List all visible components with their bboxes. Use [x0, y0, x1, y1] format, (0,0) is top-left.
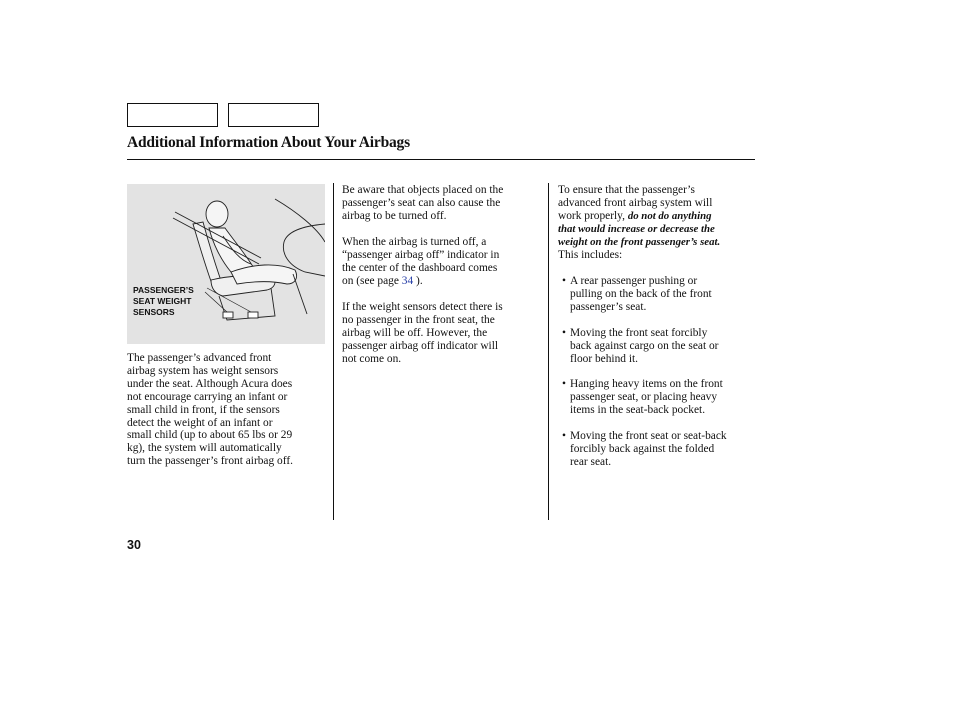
text-line: If the weight sensors detect there is: [342, 301, 503, 313]
text-line: Be aware that objects placed on the: [342, 184, 504, 196]
caption-line: SENSORS: [133, 307, 175, 317]
bullet-marker: •: [562, 327, 566, 339]
text-line: detect the weight of an infant or: [127, 416, 273, 429]
title-divider: [127, 159, 755, 160]
col1-paragraph: [127, 352, 293, 468]
bullet-marker: •: [562, 378, 566, 390]
text-line: airbag to be turned off.: [342, 209, 447, 222]
seat-sensor-figure: [127, 184, 325, 344]
figure-caption: [133, 285, 194, 318]
text-line: Moving the front seat forcibly: [570, 327, 708, 339]
text-line: back against cargo on the seat or: [570, 339, 719, 352]
text-line: To ensure that the passenger’s: [558, 184, 695, 196]
text-line: pulling on the back of the front: [570, 287, 712, 300]
text-line: passenger seat, or placing heavy: [570, 390, 718, 403]
col3-intro: [558, 184, 720, 261]
text-line: not come on.: [342, 352, 402, 365]
text-line: “passenger airbag off” indicator in: [342, 248, 500, 261]
col2-paragraph-1: [342, 184, 503, 223]
seat-sensor-illustration: [127, 184, 325, 344]
text-line: the center of the dashboard comes: [342, 261, 498, 274]
text-line: small child (up to about 65 lbs or 29: [127, 429, 293, 442]
warning-emphasis: do not do anything: [627, 209, 712, 222]
text-line: advanced front airbag system will: [558, 196, 713, 209]
text-fragment: ).: [413, 274, 423, 287]
text-line: When the airbag is turned off, a: [342, 236, 487, 248]
text-line: Moving the front seat or seat-back: [570, 430, 727, 442]
col2-paragraph-2: [342, 236, 499, 288]
text-line: This includes:: [558, 248, 623, 261]
text-line: A rear passenger pushing or: [570, 275, 698, 287]
page-link-34[interactable]: 34: [401, 274, 414, 287]
text-line: not encourage carrying an infant or: [127, 390, 288, 403]
text-line: items in the seat-back pocket.: [570, 403, 706, 416]
nav-tab-box-2[interactable]: [228, 103, 319, 127]
text-fragment: work properly,: [558, 209, 628, 222]
caption-line: SEAT WEIGHT: [133, 296, 192, 306]
text-line: floor behind it.: [570, 352, 639, 365]
text-line: no passenger in the front seat, the: [342, 313, 495, 326]
text-line: [342, 275, 499, 288]
text-line: airbag system has weight sensors: [127, 364, 279, 377]
column-divider-1: [333, 183, 334, 520]
text-line: passenger’s seat can also cause the: [342, 196, 501, 209]
text-line: [558, 210, 720, 223]
warning-emphasis: that would increase or decrease the: [558, 222, 715, 235]
page-number: 30: [127, 538, 141, 552]
text-line: forcibly back against the folded: [570, 442, 715, 455]
text-line: rear seat.: [570, 455, 612, 468]
warning-emphasis: weight on the front passenger’s seat.: [558, 235, 721, 248]
text-line: under the seat. Although Acura does: [127, 377, 293, 390]
bullet-marker: •: [562, 430, 566, 442]
text-line: airbag will be off. However, the: [342, 326, 488, 339]
col2-paragraph-3: [342, 301, 503, 366]
bullet-marker: •: [562, 275, 566, 287]
nav-tab-box-1[interactable]: [127, 103, 218, 127]
text-line: passenger’s seat.: [570, 300, 647, 313]
text-line: The passenger’s advanced front: [127, 352, 272, 364]
text-fragment: on (see page: [342, 274, 402, 287]
caption-line: PASSENGER’S: [133, 285, 194, 295]
text-line: passenger airbag off indicator will: [342, 339, 499, 352]
page-title: Additional Information About Your Airbags: [127, 134, 410, 151]
column-divider-2: [548, 183, 549, 520]
text-line: turn the passenger’s front airbag off.: [127, 455, 293, 468]
text-line: small child in front, if the sensors: [127, 403, 280, 416]
text-line: kg), the system will automatically: [127, 442, 282, 455]
text-line: Hanging heavy items on the front: [570, 378, 723, 390]
